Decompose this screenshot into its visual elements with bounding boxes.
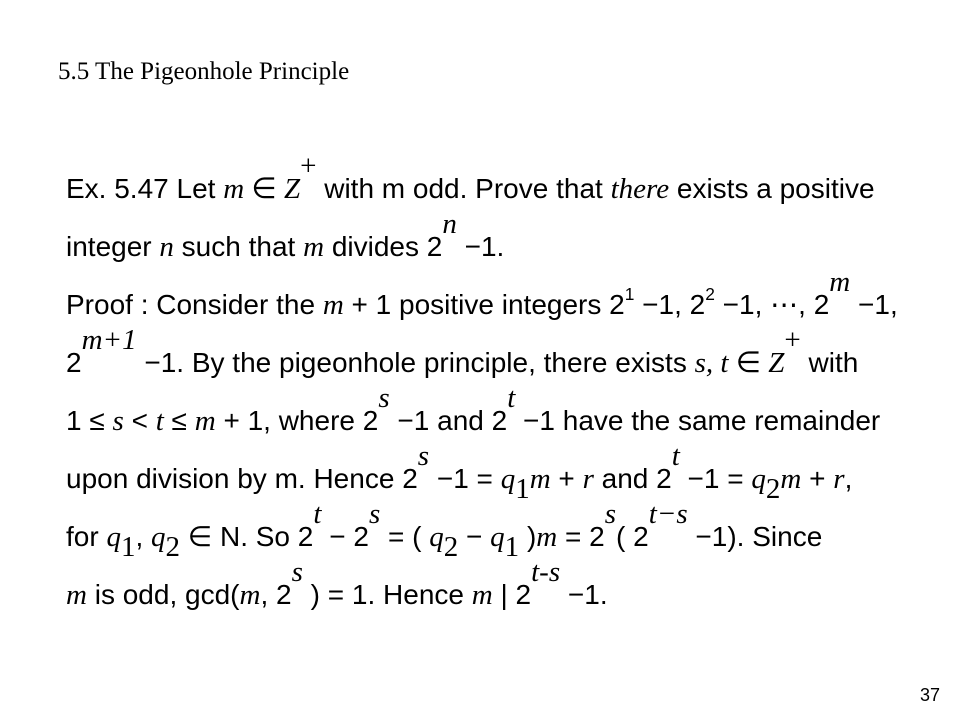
power-base: 2 xyxy=(609,289,625,320)
text-segment: divides xyxy=(324,231,427,262)
power-base: 2 xyxy=(353,521,369,552)
power-base: 2 xyxy=(515,579,532,610)
power-base: 2 xyxy=(589,521,605,552)
math-symbol: r xyxy=(833,463,845,495)
text-segment: Proof : Consider the xyxy=(66,289,323,320)
power-base: 2 xyxy=(426,231,443,262)
subscript: 2 xyxy=(165,531,181,564)
slide-content xyxy=(66,149,936,624)
math-symbol: Z xyxy=(283,173,301,205)
text-segment: exists a positive xyxy=(669,173,875,204)
power-base: 2 xyxy=(491,405,508,436)
superscript: t−s xyxy=(648,497,688,530)
math-symbol: m xyxy=(66,579,87,611)
page-number: 37 xyxy=(919,685,940,705)
text-segment: −1, ⋯, xyxy=(714,289,814,320)
superscript: m+1 xyxy=(81,323,137,356)
math-symbol: q xyxy=(151,521,166,553)
math-symbol: m xyxy=(536,521,558,553)
text-segment: = xyxy=(557,521,590,552)
text-segment: = ( xyxy=(380,521,430,552)
power-base: 2 xyxy=(656,463,672,494)
text-segment: with xyxy=(800,347,859,378)
subscript: 2 xyxy=(765,473,781,506)
text-segment: Ex. 5.47 Let xyxy=(66,173,224,204)
text-segment: , xyxy=(135,521,152,552)
math-symbol: q xyxy=(490,521,505,553)
text-segment: −1 = xyxy=(429,463,501,494)
superscript: 2 xyxy=(705,284,715,305)
text-segment: ∈ N. So xyxy=(180,521,298,552)
math-symbol: m xyxy=(239,579,261,611)
proof-line-4 xyxy=(66,323,936,392)
text-segment: with m odd. Prove that xyxy=(316,173,611,204)
math-symbol: m xyxy=(194,405,216,437)
math-symbol: q xyxy=(106,521,121,553)
text-segment: −1). Since xyxy=(687,521,823,552)
text-segment: and xyxy=(593,463,657,494)
math-symbol: q xyxy=(500,463,516,495)
superscript: s xyxy=(368,497,381,530)
text-segment: ) = 1. Hence xyxy=(302,579,472,610)
power-base: 2 xyxy=(276,579,292,610)
math-symbol: m xyxy=(529,463,551,495)
text-segment: + 1, where xyxy=(215,405,363,436)
text-segment: , xyxy=(260,579,276,610)
text-segment: is odd, gcd( xyxy=(86,579,240,610)
element-of-symbol: ∈ xyxy=(244,173,284,205)
text-segment: , xyxy=(844,463,853,494)
proof-line-5 xyxy=(66,381,936,450)
text-segment: integer xyxy=(66,231,160,262)
text-segment: −1, xyxy=(634,289,690,320)
text-segment: −1. xyxy=(456,231,505,262)
element-of-symbol: ∈ xyxy=(728,347,769,379)
power-base: 2 xyxy=(402,463,418,494)
superscript: t xyxy=(507,381,516,414)
superscript: t xyxy=(671,439,680,472)
proof-line-6 xyxy=(66,439,936,508)
power-base: 2 xyxy=(362,405,379,436)
italic-word: there xyxy=(610,173,670,205)
superscript: t-s xyxy=(531,555,561,588)
superscript: + xyxy=(784,323,801,356)
proof-line-7 xyxy=(66,497,936,566)
text-segment: ≤ xyxy=(163,405,195,436)
math-symbol: s xyxy=(112,405,124,437)
text-segment: − xyxy=(321,521,354,552)
math-symbol: m xyxy=(322,289,344,321)
math-symbol: m xyxy=(780,463,802,495)
math-symbol: m xyxy=(223,173,245,205)
superscript: 1 xyxy=(624,284,635,305)
math-symbol: q xyxy=(751,463,766,495)
text-segment: + xyxy=(550,463,583,494)
math-symbol: m xyxy=(471,579,493,611)
text-segment: − xyxy=(458,521,491,552)
text-segment: −1. xyxy=(560,579,608,610)
text-segment: −1. By the pigeonhole principle, there exists xyxy=(136,347,695,378)
text-segment: −1 have the same remainder xyxy=(515,405,881,436)
slide-title: 5.5 The Pigeonhole Principle xyxy=(58,58,350,85)
text-segment: −1, xyxy=(850,289,898,320)
superscript: + xyxy=(300,149,317,182)
superscript: s xyxy=(604,497,617,530)
math-symbol: t xyxy=(155,405,164,437)
text-segment: + xyxy=(801,463,834,494)
proof-line-2 xyxy=(66,207,936,276)
power-base: 2 xyxy=(66,347,82,378)
math-symbol: q xyxy=(429,521,444,553)
power-base: 2 xyxy=(689,289,706,320)
text-segment: upon division by m. Hence xyxy=(66,463,403,494)
text-segment: −1 and xyxy=(389,405,492,436)
superscript: s xyxy=(378,381,390,414)
proof-line-3 xyxy=(66,265,936,334)
math-symbol: r xyxy=(582,463,594,495)
text-segment: such that xyxy=(173,231,304,262)
math-symbol: n xyxy=(159,231,174,263)
subscript: 1 xyxy=(504,531,520,564)
superscript: m xyxy=(829,265,851,298)
proof-line-1 xyxy=(66,149,936,218)
subscript: 2 xyxy=(443,531,459,564)
power-base: 2 xyxy=(297,521,314,552)
text-segment: < xyxy=(123,405,156,436)
power-base: 2 xyxy=(633,521,649,552)
text-segment: 1 ≤ xyxy=(66,405,113,436)
text-segment: −1 = xyxy=(679,463,752,494)
text-segment: for xyxy=(66,521,107,552)
math-symbol: Z xyxy=(768,347,785,379)
text-segment: ) xyxy=(519,521,537,552)
math-symbol: m xyxy=(303,231,325,263)
text-segment: + 1 positive integers xyxy=(343,289,610,320)
math-symbol: s, t xyxy=(694,347,729,379)
superscript: s xyxy=(417,439,430,472)
subscript: 1 xyxy=(515,473,530,506)
superscript: t xyxy=(313,497,322,530)
superscript: n xyxy=(442,207,457,240)
text-segment: ( xyxy=(616,521,634,552)
proof-line-8 xyxy=(66,555,936,624)
subscript: 1 xyxy=(120,531,136,564)
text-segment: | xyxy=(492,579,516,610)
power-base: 2 xyxy=(813,289,830,320)
superscript: s xyxy=(291,555,303,588)
